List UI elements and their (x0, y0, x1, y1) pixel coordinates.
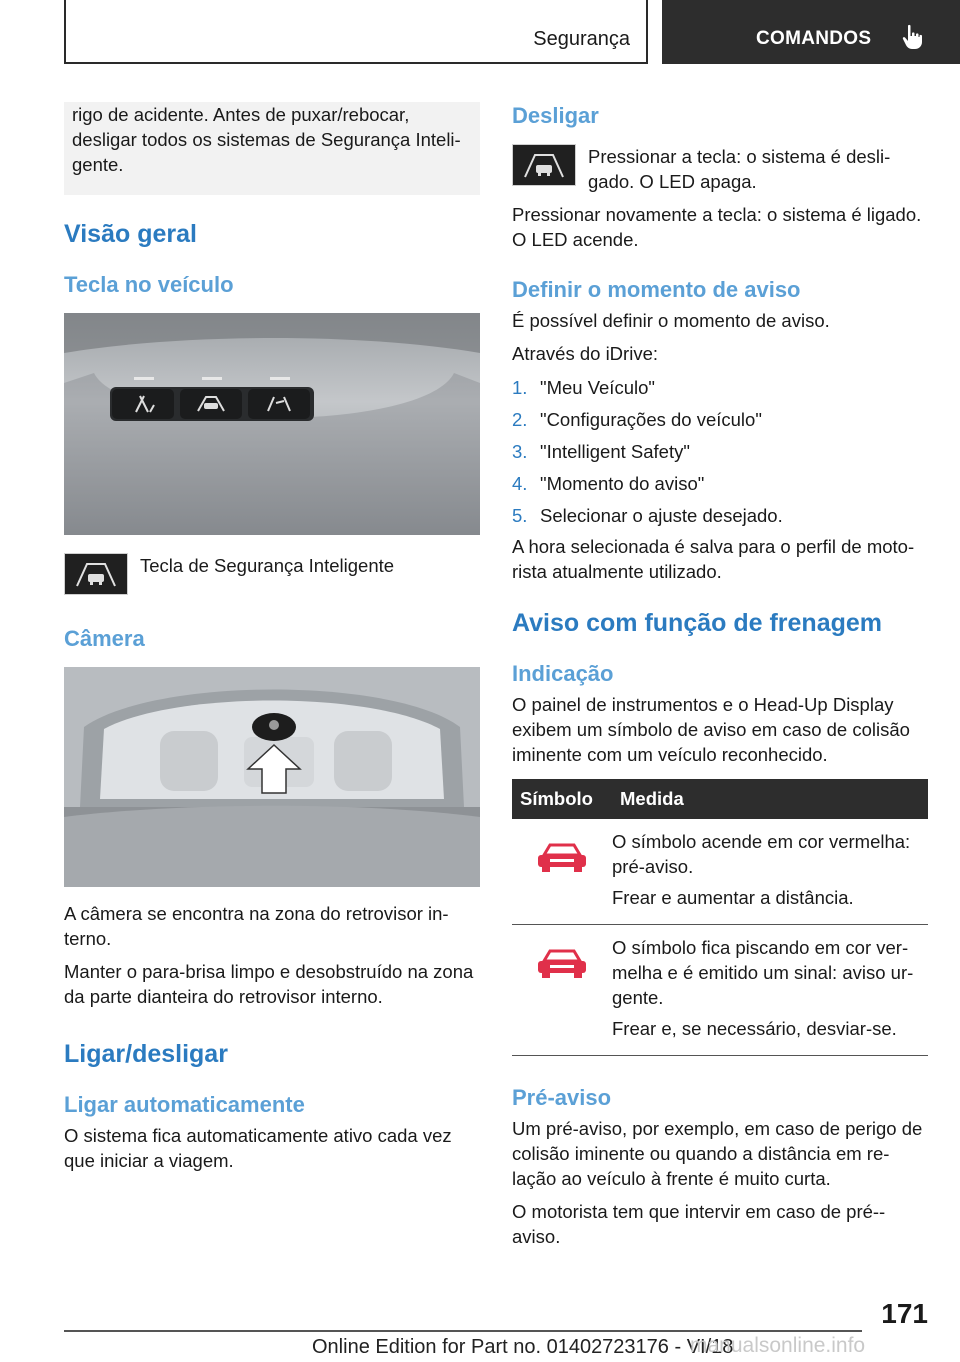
button-panel-photo (64, 313, 480, 535)
camera-clean-text: Manter o para-brisa limpo e desobstruído na zona da parte dianteira do retrovisor interno. (64, 961, 474, 1007)
button-panel-illustration (64, 313, 480, 535)
row-1-text-2: Frear e aumentar a distância. (612, 887, 854, 908)
heading-auto-on: Ligar automaticamente (64, 1092, 305, 1117)
timing-idrive: Através do iDrive: (512, 343, 658, 364)
step-item: 4. "Momento do aviso" (512, 473, 705, 494)
right-column (512, 102, 928, 1249)
heading-brake-warning: Aviso com função de frenagem (512, 609, 882, 637)
col-symbol: Símbolo (512, 779, 612, 819)
note-text: rigo de acidente. Antes de puxar/rebocar, desligar todos os sistemas de Segurança Inteli-gente. (72, 104, 461, 175)
pointing-hand-icon (902, 24, 924, 50)
footer-divider (64, 1330, 862, 1332)
heading-camera: Câmera (64, 626, 145, 651)
prewarning-text-2: O motorista tem que intervir em caso de pré--aviso. (512, 1201, 886, 1247)
red-car-warning-icon (532, 837, 592, 877)
heading-prewarning: Pré-aviso (512, 1085, 612, 1110)
left-column (64, 102, 480, 1173)
header-frame (64, 0, 648, 64)
indication-text: O painel de instrumentos e o Head-Up Display exibem um símbolo de aviso em caso de colisão iminente com um veículo reconhecido. (512, 694, 910, 765)
symbol-table (512, 779, 928, 1056)
section-title: Segurança (533, 28, 630, 50)
edition-text: Online Edition for Part no. 01402723176 - VI/18 (312, 1336, 734, 1358)
step-item: 1. "Meu Veículo" (512, 377, 655, 398)
page-number: 171 (881, 1298, 928, 1329)
timing-intro: É possível definir o momento de aviso. (512, 310, 830, 331)
heading-overview: Visão geral (64, 220, 197, 248)
chapter-tab[interactable] (662, 0, 960, 64)
red-car-warning-icon (532, 943, 592, 983)
switch-on-again-text: Pressionar novamente a tecla: o sistema é ligado. O LED acende. (512, 204, 922, 250)
camera-location-illustration (64, 667, 480, 887)
watermark: manualsonline.info (690, 1334, 866, 1357)
step-item: 2. "Configurações do veículo" (512, 409, 762, 430)
camera-location-text: A câmera se encontra na zona do retrovisor in-terno. (64, 903, 449, 949)
timing-saved-text: A hora selecionada é salva para o perfil de moto-rista atualmente utilizado. (512, 536, 915, 582)
heading-indication: Indicação (512, 661, 614, 686)
button-caption-row (64, 553, 480, 595)
note-box (64, 102, 480, 195)
intelligent-safety-icon (64, 553, 128, 595)
step-item: 3. "Intelligent Safety" (512, 441, 690, 462)
button-caption: Tecla de Segurança Inteligente (140, 555, 395, 576)
row-2-text-1: O símbolo fica piscando em cor ver-melha e é emitido um sinal: aviso ur-gente. (612, 937, 914, 1008)
heading-switch-off: Desligar (512, 103, 599, 128)
table-row (512, 819, 928, 925)
col-action: Medida (612, 779, 928, 819)
heading-warning-timing: Definir o momento de aviso (512, 277, 801, 302)
row-1-text-1: O símbolo acende em cor vermelha: pré-aviso. (612, 831, 911, 877)
camera-photo (64, 667, 480, 887)
auto-on-text: O sistema fica automaticamente ativo cada vez que iniciar a viagem. (64, 1125, 452, 1171)
idrive-steps (512, 372, 928, 532)
table-row (512, 925, 928, 1056)
chapter-title: COMANDOS (756, 28, 872, 49)
switch-off-text: Pressionar a tecla: o sistema é desli-gado. O LED apaga. (588, 146, 891, 192)
intelligent-safety-icon (512, 144, 576, 186)
row-2-text-2: Frear e, se necessário, desviar-se. (612, 1018, 897, 1039)
heading-button-in-vehicle: Tecla no veículo (64, 272, 234, 297)
heading-on-off: Ligar/desligar (64, 1040, 228, 1068)
switch-off-row (512, 144, 928, 194)
step-item: 5. Selecionar o ajuste desejado. (512, 505, 783, 526)
prewarning-text-1: Um pré-aviso, por exemplo, em caso de perigo de colisão iminente ou quando a distância em re-lação ao veículo à frente é muito curta. (512, 1118, 923, 1189)
